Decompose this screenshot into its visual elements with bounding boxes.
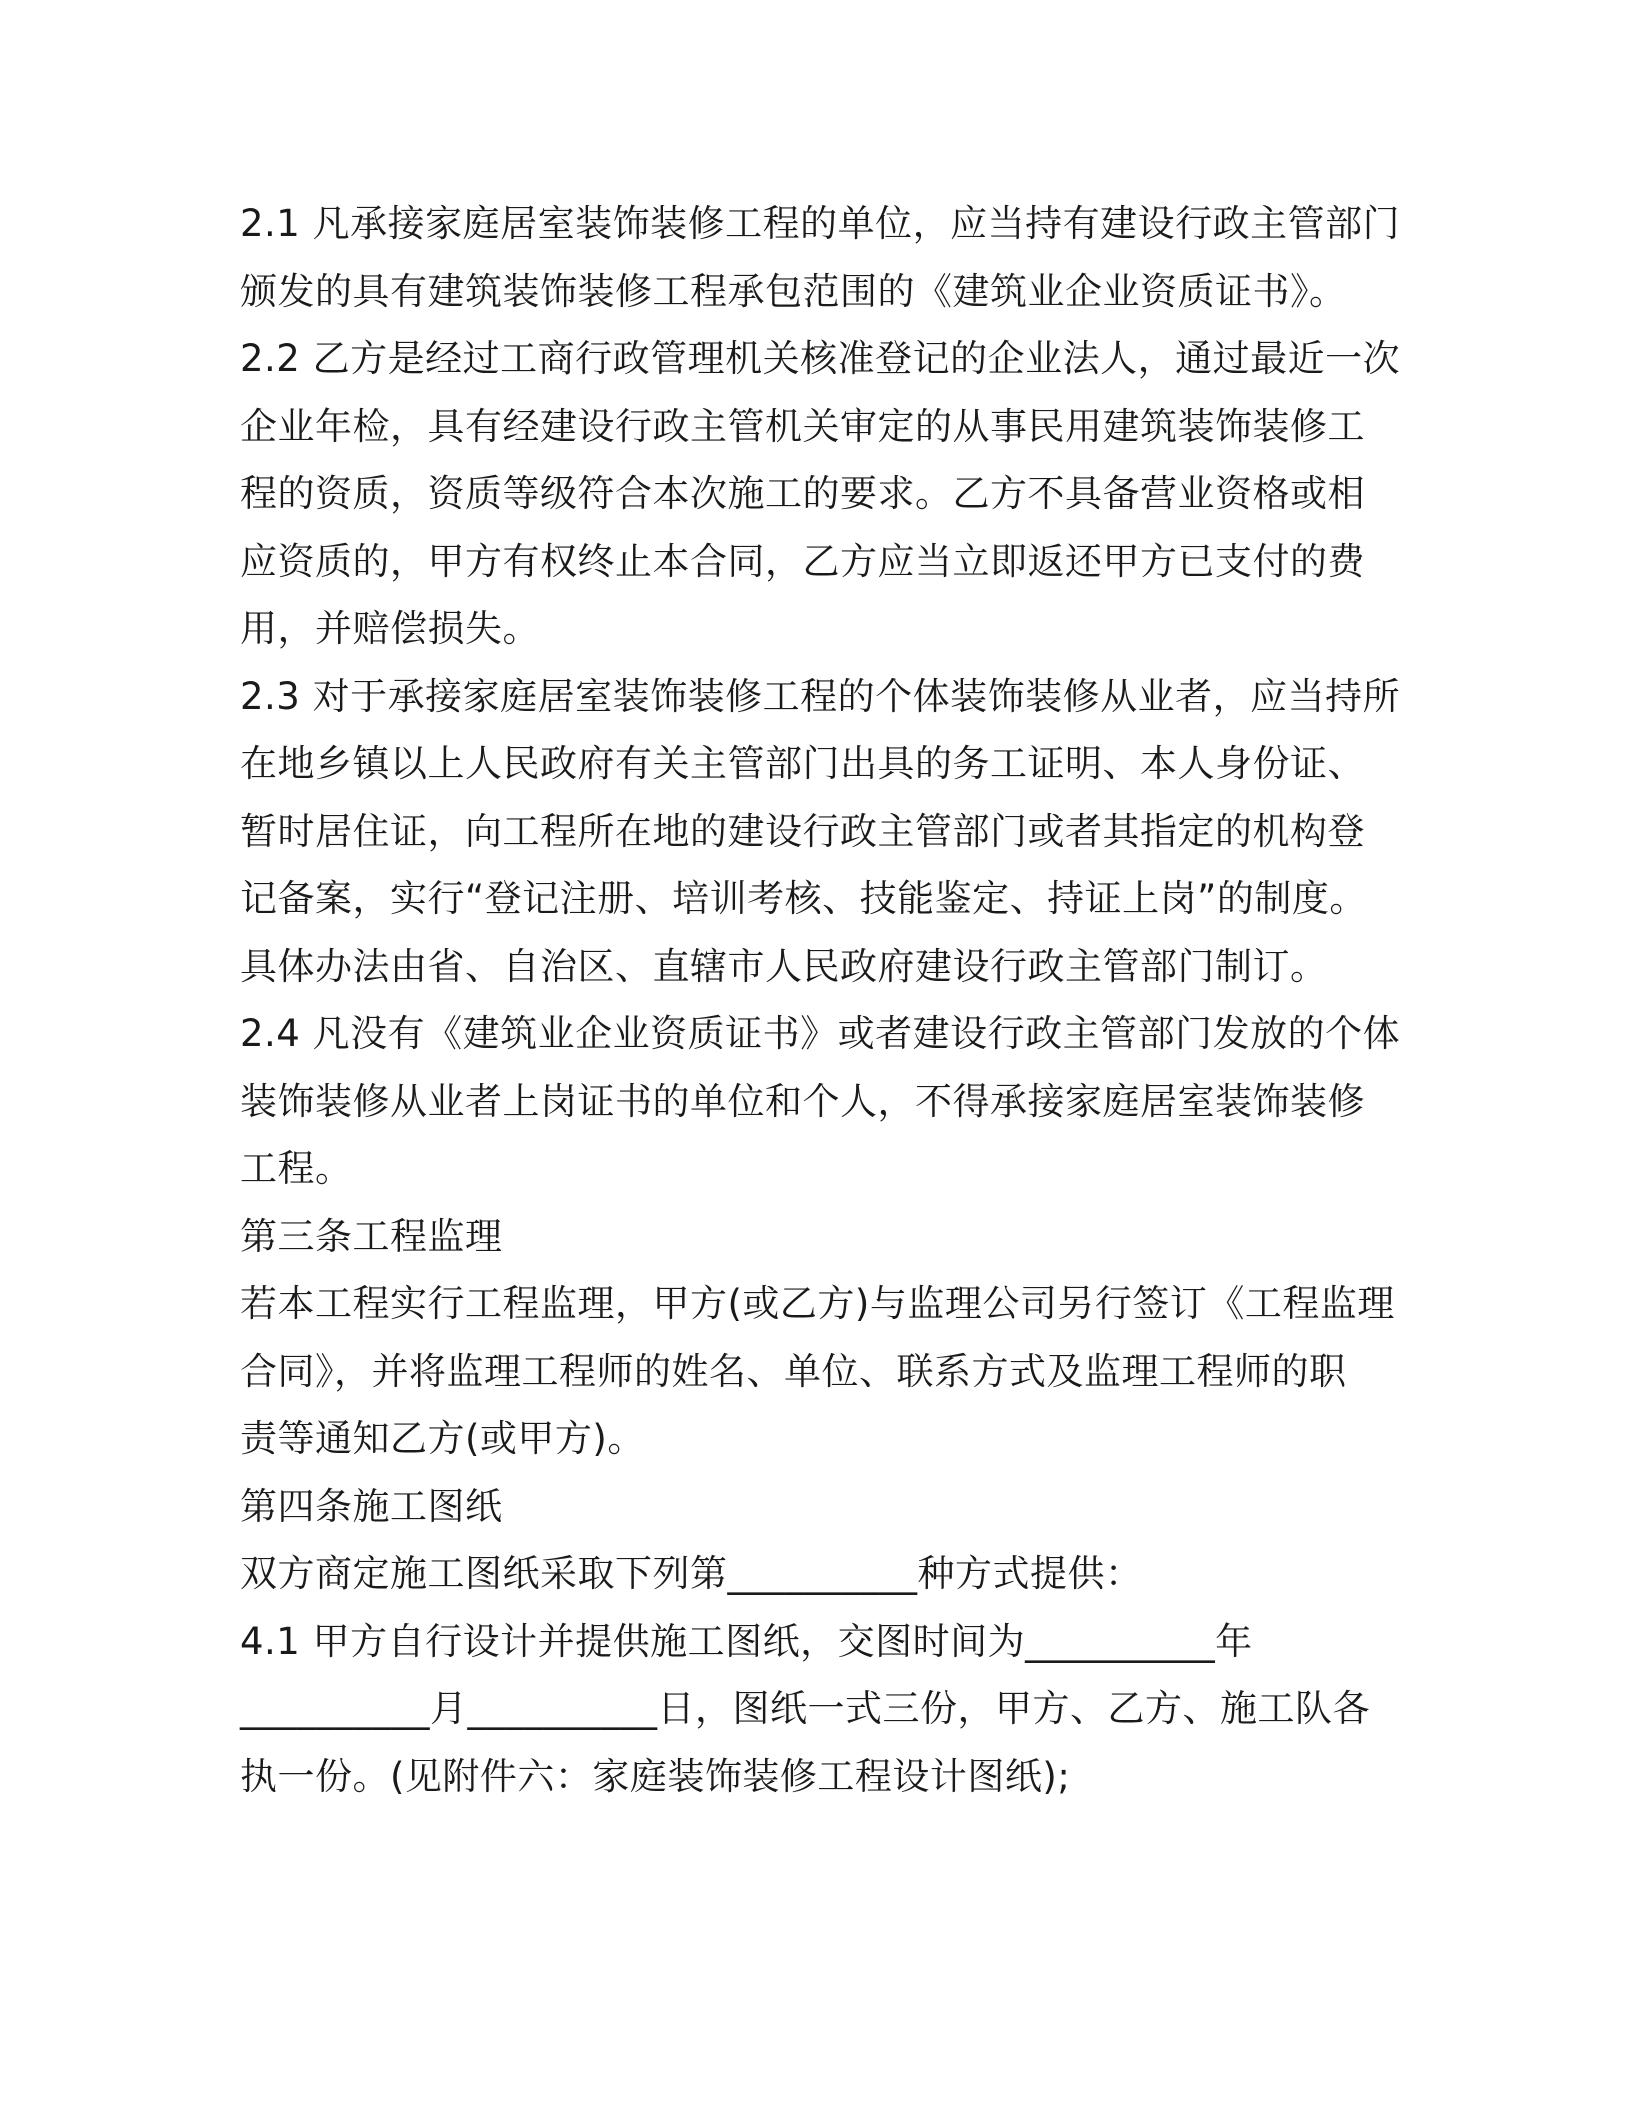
text-line: 暂时居住证，向工程所在地的建设行政主管部门或者其指定的机构登 bbox=[240, 809, 1365, 853]
text-line: 用，并赔偿损失。 bbox=[240, 607, 540, 650]
text-line: 在地乡镇以上人民政府有关主管部门出具的务工证明、本人身份证、 bbox=[240, 742, 1365, 785]
text-line: 2.1 凡承接家庭居室装饰装修工程的单位，应当持有建设行政主管部门 bbox=[240, 202, 1401, 245]
text-line: 2.4 凡没有《建筑业企业资质证书》或者建设行政主管部门发放的个体 bbox=[240, 1012, 1401, 1055]
text-line: 双方商定施工图纸采取下列第__________种方式提供： bbox=[240, 1552, 1143, 1595]
text-line: 程的资质，资质等级符合本次施工的要求。乙方不具备营业资格或相 bbox=[240, 472, 1365, 515]
text-line: 执一份。(见附件六：家庭装饰装修工程设计图纸); bbox=[240, 1754, 1071, 1798]
text-line: 应资质的，甲方有权终止本合同，乙方应当立即返还甲方已支付的费 bbox=[240, 539, 1365, 583]
text-line: 具体办法由省、自治区、直辖市人民政府建设行政主管部门制订。 bbox=[240, 944, 1328, 988]
text-line: 合同》，并将监理工程师的姓名、单位、联系方式及监理工程师的职 bbox=[240, 1349, 1347, 1393]
text-line: 若本工程实行工程监理，甲方(或乙方)与监理公司另行签订《工程监理 bbox=[240, 1282, 1395, 1325]
text-line: 工程。 bbox=[240, 1147, 353, 1190]
text-line: 2.2 乙方是经过工商行政管理机关核准登记的企业法人，通过最近一次 bbox=[240, 337, 1401, 380]
text-line: 2.3 对于承接家庭居室装饰装修工程的个体装饰装修从业者，应当持所 bbox=[240, 674, 1401, 718]
text-line: __________月__________日，图纸一式三份，甲方、乙方、施工队各 bbox=[240, 1687, 1370, 1730]
text-line: 责等通知乙方(或甲方)。 bbox=[240, 1417, 645, 1460]
section-heading: 第四条施工图纸 bbox=[240, 1484, 503, 1528]
text-line: 颁发的具有建筑装饰装修工程承包范围的《建筑业企业资质证书》。 bbox=[240, 269, 1347, 313]
text-line: 记备案，实行“登记注册、培训考核、技能鉴定、持证上岗”的制度。 bbox=[240, 877, 1367, 920]
section-heading: 第三条工程监理 bbox=[240, 1214, 503, 1258]
text-line: 装饰装修从业者上岗证书的单位和个人，不得承接家庭居室装饰装修 bbox=[240, 1079, 1365, 1123]
text-line: 4.1 甲方自行设计并提供施工图纸，交图时间为__________年 bbox=[240, 1619, 1253, 1663]
document-body bbox=[240, 190, 1400, 1810]
text-line: 企业年检，具有经建设行政主管机关审定的从事民用建筑装饰装修工 bbox=[240, 404, 1365, 448]
